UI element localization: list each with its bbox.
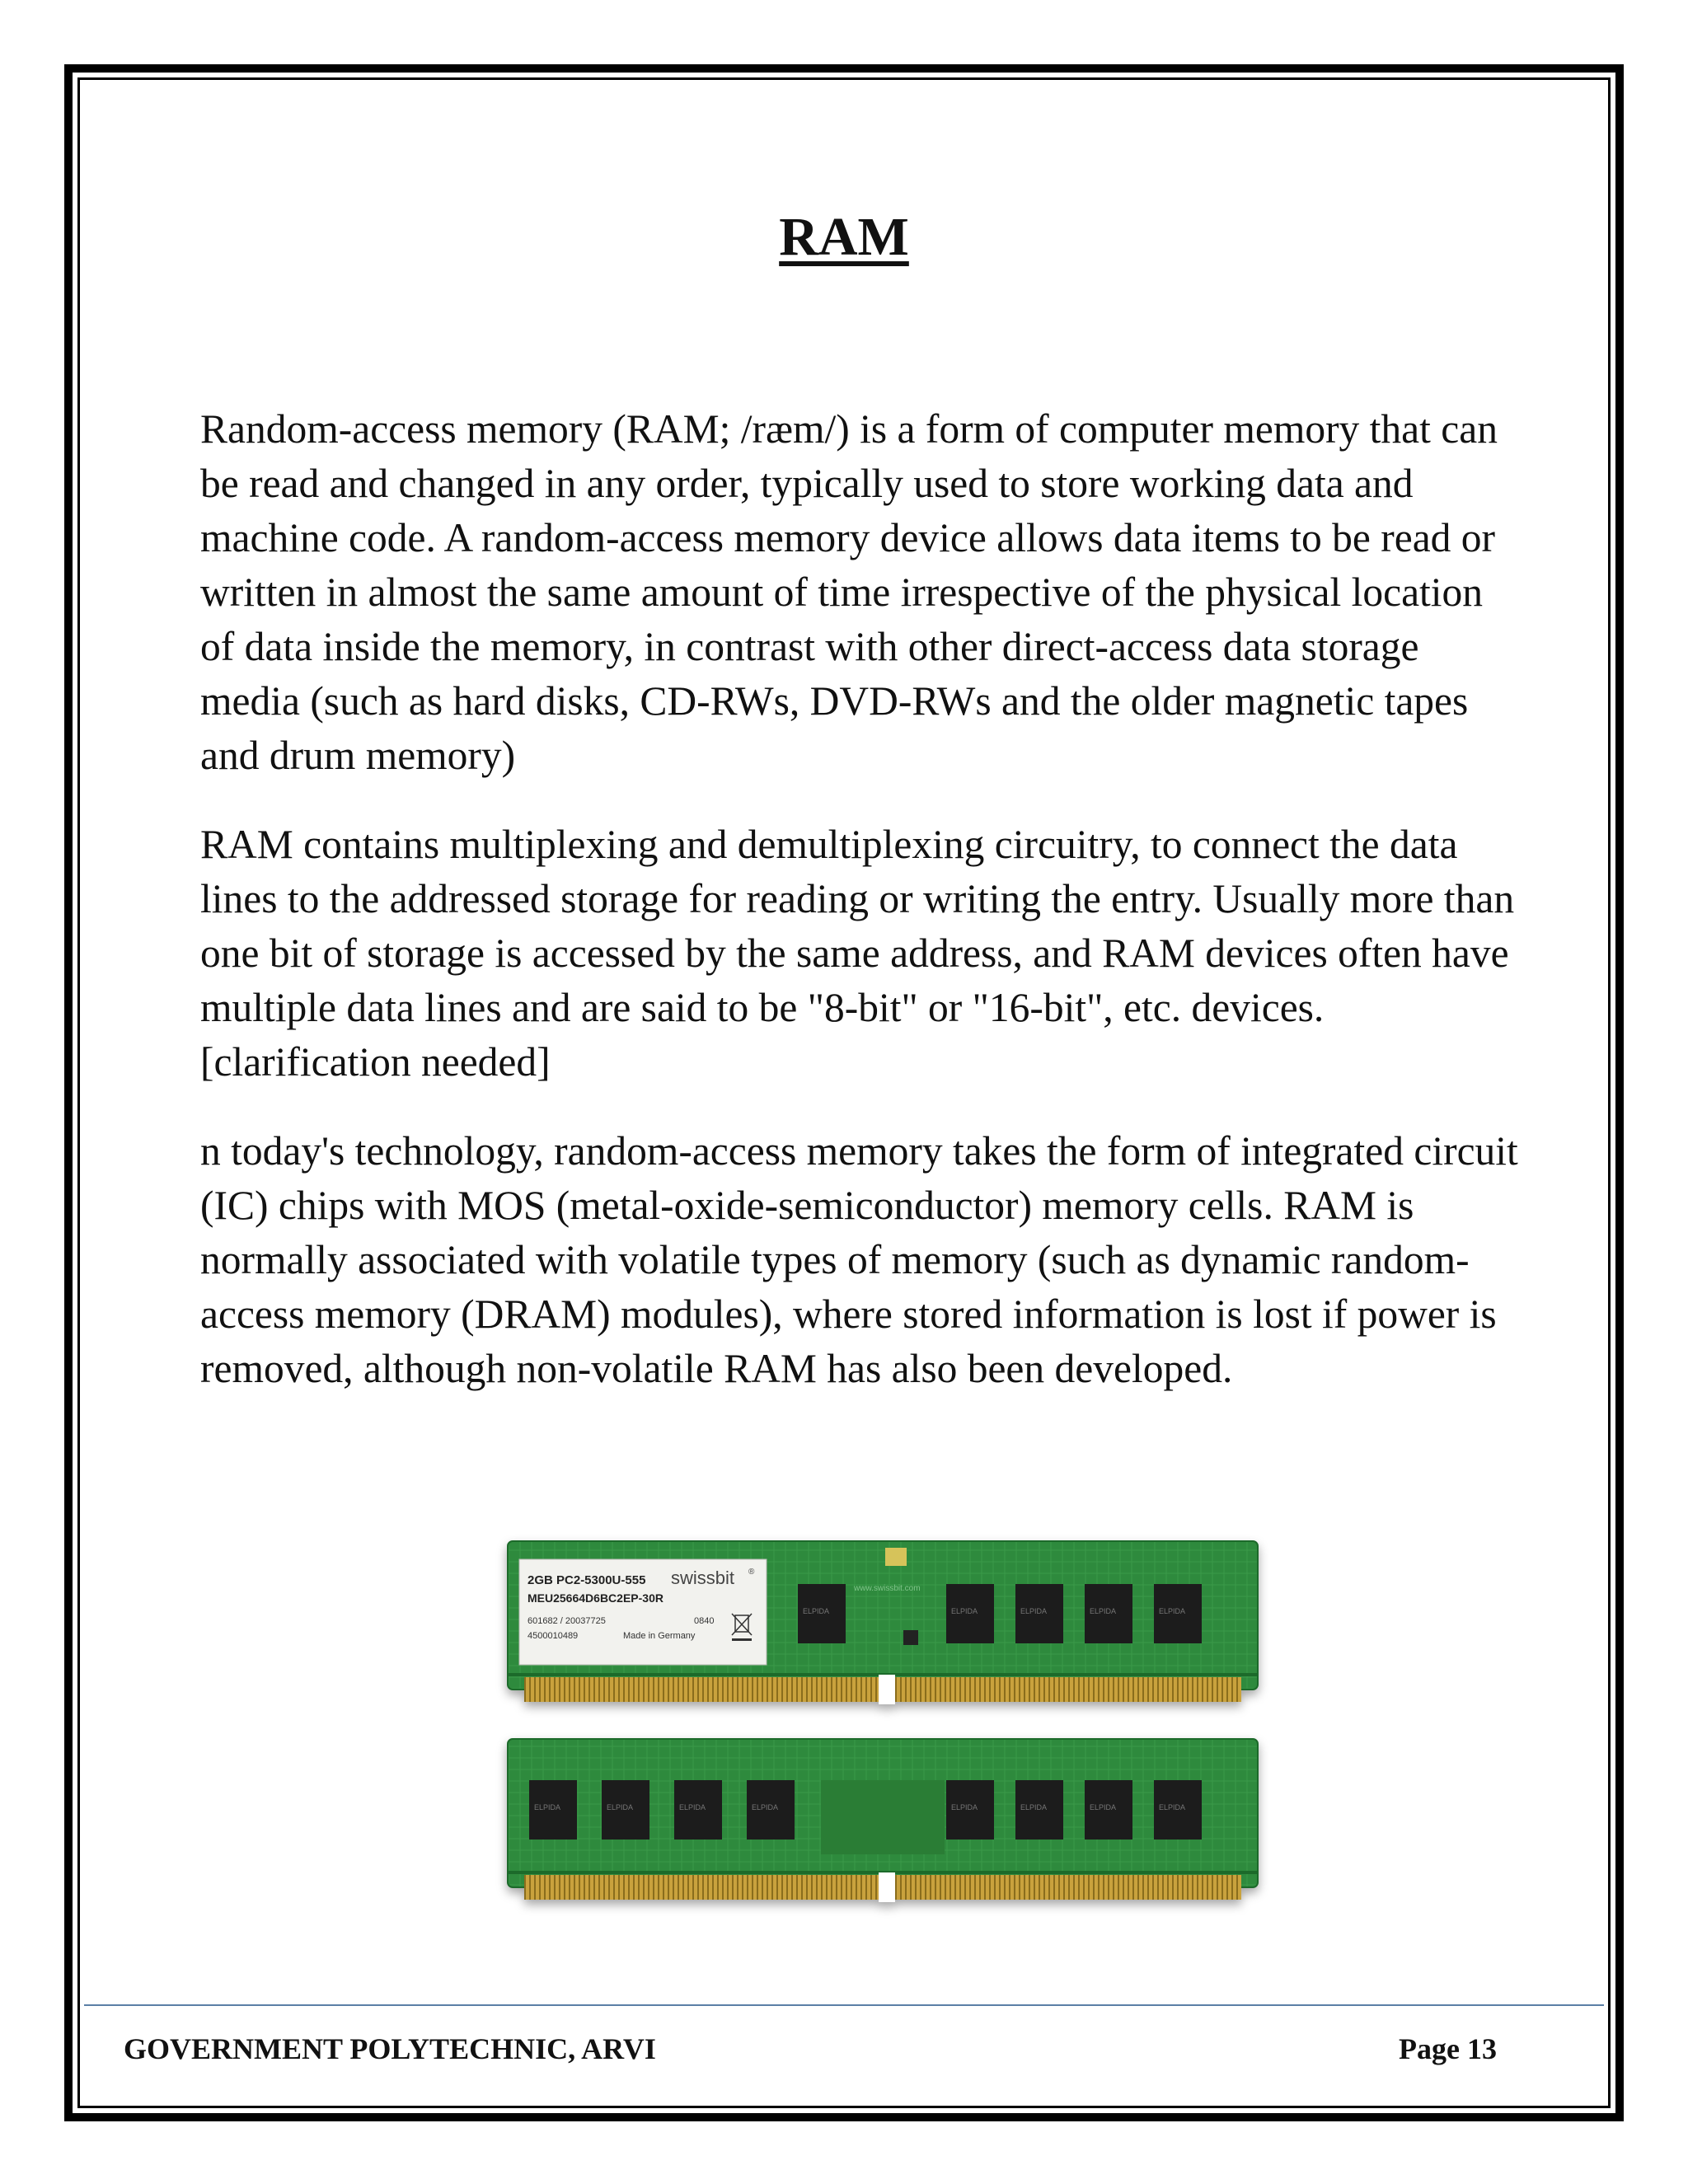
- footer-institution: GOVERNMENT POLYTECHNIC, ARVI: [124, 2032, 656, 2065]
- chip-brand-text: ELPIDA: [679, 1803, 706, 1811]
- ram-site-text: www.swissbit.com: [854, 1584, 921, 1593]
- chip-brand-text: ELPIDA: [534, 1803, 561, 1811]
- chip-brand-text: ELPIDA: [1159, 1607, 1186, 1615]
- brand-registered-mark: ®: [748, 1568, 755, 1577]
- ram-label-date: 0840: [694, 1616, 715, 1626]
- ram-label-serial: 601682 / 20037725: [528, 1616, 606, 1626]
- paragraph-definition: Random-access memory (RAM; /ræm/) is a form of computer memory that can be read and changed in any order, typically used to store working data and machine code. A random-access memory device allows data items to be read or written in almost the same amount of time irrespective of the physical location of data inside the memory, in contrast with other direct-access data storage media (such as hard disks, CD-RWs, DVD-RWs and the older magnetic tapes and drum memory): [200, 406, 1498, 778]
- footer-page-number: Page 13: [1399, 2032, 1497, 2065]
- ram-label-batch: 4500010489: [528, 1631, 579, 1641]
- chip-brand-text: ELPIDA: [951, 1803, 978, 1811]
- ram-label-origin: Made in Germany: [623, 1631, 696, 1641]
- body-text: [200, 402, 1519, 1431]
- chip-brand-text: ELPIDA: [803, 1607, 830, 1615]
- chip-brand-text: ELPIDA: [1020, 1607, 1048, 1615]
- paragraph-technology: n today's technology, random-access memory takes the form of integrated circuit (IC) chips with MOS (metal-oxide-semiconductor) memory cells. RAM is normally associated with volatile types of memory (such as dynamic random-access memory (DRAM) modules), where stored information is lost if power is removed, although non-volatile RAM has also been developed.: [200, 1128, 1518, 1391]
- ram-label-sticker: [519, 1559, 767, 1665]
- chip-brand-text: ELPIDA: [1020, 1803, 1048, 1811]
- ram-label-model: MEU25664D6BC2EP-30R: [528, 1591, 663, 1605]
- ram-modules-image: [491, 1533, 1269, 1937]
- paragraph-multiplexing: RAM contains multiplexing and demultiplexing circuitry, to connect the data lines to the addressed storage for reading or writing the entry. Usually more than one bit of storage is accessed by the same address, and RAM devices often have multiple data lines and are said to be "8-bit" or "16-bit", etc. devices.[clarification needed]: [200, 822, 1515, 1085]
- ram-label-part: 2GB PC2-5300U-555: [528, 1573, 646, 1587]
- chip-brand-text: ELPIDA: [951, 1607, 978, 1615]
- chip-brand-text: ELPIDA: [1159, 1803, 1186, 1811]
- ram-module-bottom: [508, 1739, 1258, 1902]
- chip-brand-text: ELPIDA: [752, 1803, 779, 1811]
- chip-brand-text: ELPIDA: [607, 1803, 634, 1811]
- pcb-logo-icon: [885, 1548, 907, 1566]
- chip-brand-text: ELPIDA: [1090, 1803, 1117, 1811]
- page-title: RAM: [779, 207, 909, 267]
- footer-divider: [84, 2004, 1604, 2006]
- chip-brand-text: ELPIDA: [1090, 1607, 1117, 1615]
- ram-module-top: [508, 1541, 1258, 1704]
- brand-logo: swissbit: [671, 1568, 735, 1588]
